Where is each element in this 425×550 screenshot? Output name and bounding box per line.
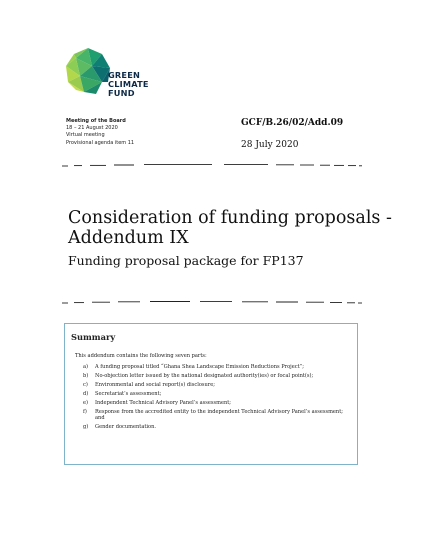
summary-list xyxy=(83,364,345,433)
list-item-text: Secretariat’s assessment; xyxy=(95,390,162,397)
gcf-logo-icon xyxy=(62,46,114,98)
meeting-dates: 18 – 21 August 2020 xyxy=(66,125,118,132)
list-item xyxy=(83,364,345,371)
summary-intro: This addendum contains the following seven parts: xyxy=(75,353,207,359)
list-item xyxy=(83,391,345,398)
summary-heading: Summary xyxy=(71,332,116,342)
list-item xyxy=(83,409,345,423)
list-item-text: No-objection letter issued by the national designated authority(ies) or focal point(s); xyxy=(95,372,314,379)
title-line-1: Consideration of funding proposals - xyxy=(68,208,392,228)
header-divider xyxy=(62,163,362,167)
title-divider xyxy=(62,300,362,304)
logo-line-3: FUND xyxy=(108,88,135,99)
logo-wordmark xyxy=(108,71,149,99)
logo-line-1: GREEN xyxy=(108,70,141,80)
list-marker: g) xyxy=(83,424,89,431)
list-item-text: Response from the accredited entity to the independent Technical Advisory Panel’s assessment; and xyxy=(95,408,343,422)
list-item xyxy=(83,400,345,407)
list-marker: d) xyxy=(83,390,89,397)
list-marker: f) xyxy=(83,408,87,415)
list-item-text: Gender documentation. xyxy=(95,424,157,431)
list-marker: b) xyxy=(83,372,89,379)
list-item xyxy=(83,373,345,380)
meeting-mode: Virtual meeting xyxy=(66,132,105,139)
list-item-text: A funding proposal titled “Ghana Shea Landscape Emission Reductions Project”; xyxy=(95,364,305,370)
list-item-text: Independent Technical Advisory Panel’s assessment; xyxy=(95,399,232,406)
document-date: 28 July 2020 xyxy=(241,140,299,150)
meeting-agenda: Provisional agenda item 11 xyxy=(66,139,135,146)
list-marker: c) xyxy=(83,381,88,388)
list-item-text: Environmental and social report(s) disclosure; xyxy=(95,381,215,388)
list-marker: e) xyxy=(83,399,89,406)
page-title xyxy=(68,208,392,248)
document-reference: GCF/B.26/02/Add.09 xyxy=(241,118,344,128)
list-marker: a) xyxy=(83,364,89,370)
meeting-title: Meeting of the Board xyxy=(66,118,126,124)
list-item xyxy=(83,382,345,389)
logo-line-2: CLIMATE xyxy=(108,79,149,90)
title-line-2: Addendum IX xyxy=(68,228,189,248)
meeting-info xyxy=(66,118,134,147)
page-subtitle: Funding proposal package for FP137 xyxy=(68,253,304,268)
list-item xyxy=(83,424,345,431)
summary-box xyxy=(64,323,358,465)
